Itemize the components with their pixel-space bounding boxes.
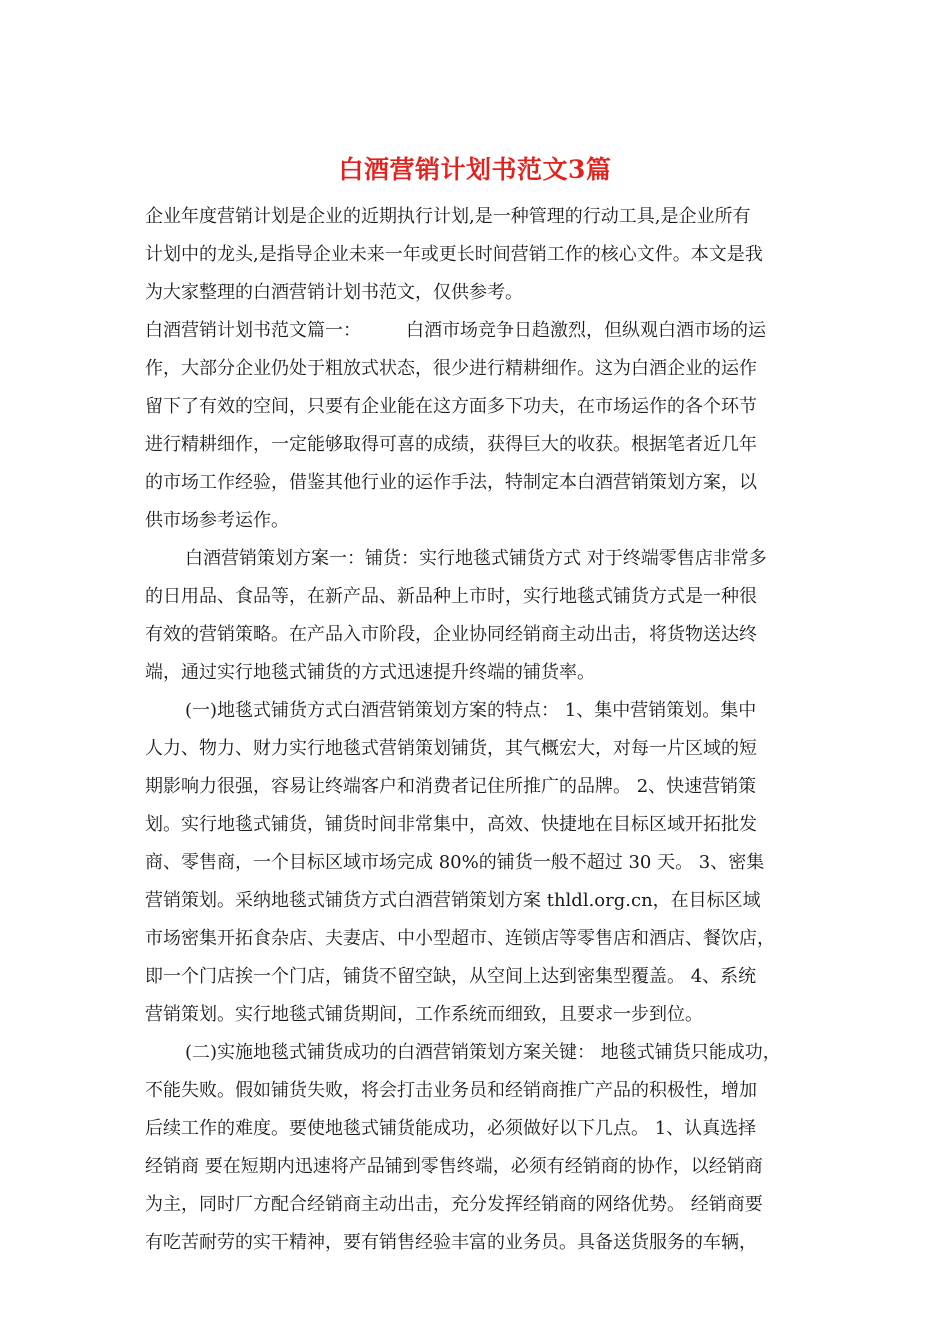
body-line: 企业年度营销计划是企业的近期执行计划,是一种管理的行动工具,是企业所有 (145, 206, 751, 227)
body-line: 期影响力很强，容易让终端客户和消费者记住所推广的品牌。 2、快速营销策 (145, 776, 757, 797)
body-line: 营销策划。采纳地毯式铺货方式白酒营销策划方案 thldl.org.cn，在目标区域 (145, 890, 761, 911)
body-line: 的日用品、食品等，在新产品、新品种上市时，实行地毯式铺货方式是一种很 (145, 586, 757, 607)
body-line: 留下了有效的空间，只要有企业能在这方面多下功夫，在市场运作的各个环节 (145, 396, 757, 417)
body-line: 白酒营销策划方案一：铺货：实行地毯式铺货方式 对于终端零售店非常多 (185, 548, 767, 569)
body-line: 为大家整理的白酒营销计划书范文，仅供参考。 (145, 282, 523, 303)
body-line: 白酒营销计划书范文篇一： 白酒市场竞争日趋激烈，但纵观白酒市场的运 (145, 320, 766, 341)
body-line: 划。实行地毯式铺货，铺货时间非常集中，高效、快捷地在目标区域开拓批发 (145, 814, 757, 835)
body-line: 经销商 要在短期内迅速将产品铺到零售终端，必须有经销商的协作，以经销商 (145, 1156, 763, 1177)
body-line: 后续工作的难度。要使地毯式铺货能成功，必须做好以下几点。 1、认真选择 (145, 1118, 757, 1139)
body-line: 不能失败。假如铺货失败，将会打击业务员和经销商推广产品的积极性，增加 (145, 1080, 757, 1101)
body-line: 为主，同时厂方配合经销商主动出击，充分发挥经销商的网络优势。 经销商要 (145, 1194, 763, 1215)
body-line: 有效的营销策略。在产品入市阶段，企业协同经销商主动出击，将货物送达终 (145, 624, 757, 645)
body-line: 市场密集开拓食杂店、夫妻店、中小型超市、连锁店等零售店和酒店、餐饮店， (145, 928, 775, 949)
body-line: 有吃苦耐劳的实干精神，要有销售经验丰富的业务员。具备送货服务的车辆， (145, 1232, 757, 1253)
document-body (145, 198, 813, 1262)
body-line: 作，大部分企业仍处于粗放式状态，很少进行精耕细作。这为白酒企业的运作 (145, 358, 757, 379)
body-line: 即一个门店挨一个门店，铺货不留空缺，从空间上达到密集型覆盖。 4、系统 (145, 966, 757, 987)
body-line: 供市场参考运作。 (145, 510, 289, 531)
document-title: 白酒营销计划书范文3篇 (338, 155, 612, 184)
body-line: (一)地毯式铺货方式白酒营销策划方案的特点： 1、集中营销策划。集中 (185, 700, 757, 721)
body-line: 的市场工作经验，借鉴其他行业的运作手法，特制定本白酒营销策划方案，以 (145, 472, 757, 493)
body-line: 进行精耕细作，一定能够取得可喜的成绩，获得巨大的收获。根据笔者近几年 (145, 434, 757, 455)
body-line: 人力、物力、财力实行地毯式营销策划铺货，其气概宏大，对每一片区域的短 (145, 738, 757, 759)
body-line: 营销策划。实行地毯式铺货期间，工作系统而细致，且要求一步到位。 (145, 1004, 703, 1025)
body-line: 商、零售商，一个目标区域市场完成 80%的铺货一般不超过 30 天。 3、密集 (145, 852, 765, 873)
body-line: 端，通过实行地毯式铺货的方式迅速提升终端的铺货率。 (145, 662, 595, 683)
body-line: (二)实施地毯式铺货成功的白酒营销策划方案关键： 地毯式铺货只能成功， (185, 1042, 781, 1063)
body-line: 计划中的龙头,是指导企业未来一年或更长时间营销工作的核心文件。本文是我 (145, 244, 763, 265)
